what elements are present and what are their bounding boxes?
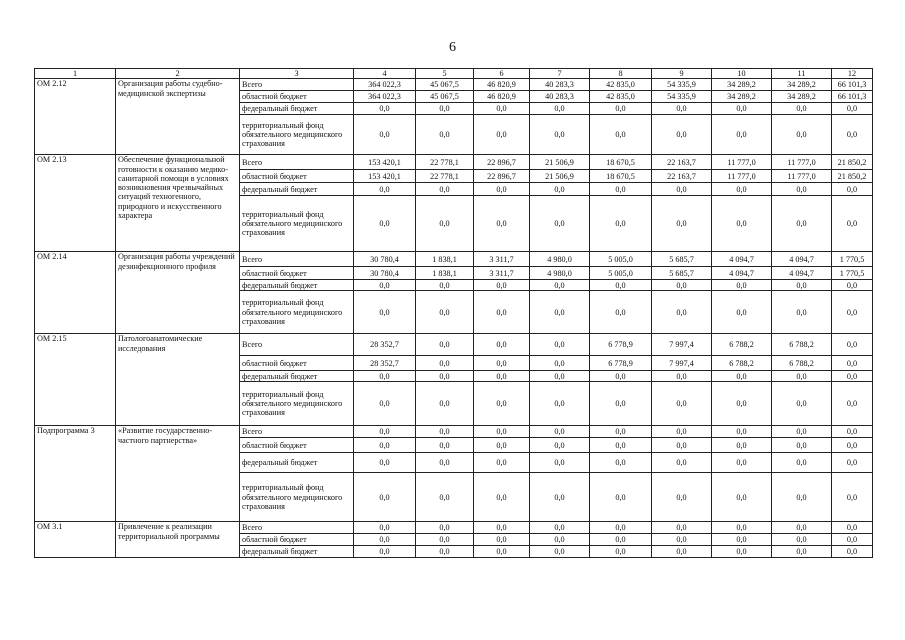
value-cell: 3 311,7 bbox=[474, 267, 530, 280]
value-cell: 0,0 bbox=[652, 522, 712, 534]
value-cell: 0,0 bbox=[474, 453, 530, 473]
value-cell: 0,0 bbox=[712, 438, 772, 453]
value-cell: 0,0 bbox=[354, 438, 416, 453]
funding-source: Всего bbox=[240, 522, 354, 534]
value-cell: 0,0 bbox=[416, 280, 474, 291]
value-cell: 7 997,4 bbox=[652, 356, 712, 371]
value-cell: 66 101,3 bbox=[832, 91, 873, 103]
value-cell: 0,0 bbox=[590, 115, 652, 155]
value-cell: 0,0 bbox=[832, 546, 873, 558]
value-cell: 0,0 bbox=[832, 196, 873, 252]
value-cell: 0,0 bbox=[590, 522, 652, 534]
value-cell: 0,0 bbox=[530, 438, 590, 453]
value-cell: 42 835,0 bbox=[590, 91, 652, 103]
value-cell: 11 777,0 bbox=[772, 170, 832, 183]
value-cell: 0,0 bbox=[416, 522, 474, 534]
value-cell: 0,0 bbox=[354, 534, 416, 546]
value-cell: 5 005,0 bbox=[590, 267, 652, 280]
value-cell: 0,0 bbox=[652, 115, 712, 155]
measure-code: ОМ 2.14 bbox=[35, 252, 116, 334]
value-cell: 0,0 bbox=[712, 453, 772, 473]
measure-name: «Развитие государственно-частного партнерства» bbox=[116, 426, 240, 522]
value-cell: 364 022,3 bbox=[354, 79, 416, 91]
value-cell: 21 506,9 bbox=[530, 170, 590, 183]
funding-source: территориальный фонд обязательного медицинского страхования bbox=[240, 291, 354, 334]
value-cell: 54 335,9 bbox=[652, 91, 712, 103]
value-cell: 45 067,5 bbox=[416, 79, 474, 91]
value-cell: 4 094,7 bbox=[712, 252, 772, 267]
funding-source: Всего bbox=[240, 426, 354, 438]
value-cell: 0,0 bbox=[590, 103, 652, 115]
value-cell: 0,0 bbox=[530, 426, 590, 438]
measure-code: ОМ 3.1 bbox=[35, 522, 116, 558]
value-cell: 3 311,7 bbox=[474, 252, 530, 267]
table-row bbox=[35, 522, 873, 534]
value-cell: 0,0 bbox=[772, 115, 832, 155]
value-cell: 0,0 bbox=[354, 280, 416, 291]
value-cell: 0,0 bbox=[832, 334, 873, 356]
funding-source: областной бюджет bbox=[240, 267, 354, 280]
value-cell: 0,0 bbox=[652, 534, 712, 546]
value-cell: 4 980,0 bbox=[530, 252, 590, 267]
value-cell: 0,0 bbox=[474, 334, 530, 356]
funding-source: областной бюджет bbox=[240, 170, 354, 183]
budget-table bbox=[34, 68, 873, 558]
measure-name: Привлечение к реализации территориальной программы bbox=[116, 522, 240, 558]
value-cell: 153 420,1 bbox=[354, 170, 416, 183]
header-cell: 2 bbox=[116, 69, 240, 79]
value-cell: 34 289,2 bbox=[772, 79, 832, 91]
value-cell: 0,0 bbox=[354, 196, 416, 252]
header-cell: 6 bbox=[474, 69, 530, 79]
value-cell: 0,0 bbox=[652, 183, 712, 196]
value-cell: 0,0 bbox=[832, 115, 873, 155]
value-cell: 0,0 bbox=[832, 473, 873, 522]
value-cell: 18 670,5 bbox=[590, 155, 652, 170]
value-cell: 4 094,7 bbox=[712, 267, 772, 280]
value-cell: 0,0 bbox=[772, 103, 832, 115]
value-cell: 22 778,1 bbox=[416, 155, 474, 170]
value-cell: 0,0 bbox=[530, 334, 590, 356]
value-cell: 0,0 bbox=[712, 103, 772, 115]
value-cell: 46 820,9 bbox=[474, 79, 530, 91]
funding-source: федеральный бюджет bbox=[240, 183, 354, 196]
funding-source: областной бюджет bbox=[240, 438, 354, 453]
funding-source: Всего bbox=[240, 334, 354, 356]
value-cell: 0,0 bbox=[590, 534, 652, 546]
value-cell: 0,0 bbox=[416, 426, 474, 438]
funding-source: территориальный фонд обязательного медицинского страхования bbox=[240, 115, 354, 155]
value-cell: 0,0 bbox=[832, 291, 873, 334]
value-cell: 0,0 bbox=[530, 473, 590, 522]
value-cell: 0,0 bbox=[652, 291, 712, 334]
value-cell: 0,0 bbox=[832, 103, 873, 115]
value-cell: 0,0 bbox=[416, 438, 474, 453]
value-cell: 0,0 bbox=[590, 473, 652, 522]
funding-source: Всего bbox=[240, 79, 354, 91]
value-cell: 0,0 bbox=[354, 371, 416, 382]
value-cell: 34 289,2 bbox=[712, 91, 772, 103]
value-cell: 0,0 bbox=[354, 291, 416, 334]
value-cell: 0,0 bbox=[590, 371, 652, 382]
value-cell: 0,0 bbox=[354, 115, 416, 155]
value-cell: 0,0 bbox=[474, 115, 530, 155]
value-cell: 0,0 bbox=[712, 522, 772, 534]
value-cell: 0,0 bbox=[590, 453, 652, 473]
value-cell: 28 352,7 bbox=[354, 334, 416, 356]
value-cell: 0,0 bbox=[772, 371, 832, 382]
value-cell: 0,0 bbox=[832, 183, 873, 196]
value-cell: 0,0 bbox=[772, 546, 832, 558]
value-cell: 0,0 bbox=[590, 382, 652, 426]
value-cell: 0,0 bbox=[772, 280, 832, 291]
value-cell: 6 788,2 bbox=[712, 334, 772, 356]
header-cell: 12 bbox=[832, 69, 873, 79]
funding-source: областной бюджет bbox=[240, 91, 354, 103]
value-cell: 0,0 bbox=[772, 183, 832, 196]
value-cell: 0,0 bbox=[530, 371, 590, 382]
value-cell: 11 777,0 bbox=[712, 155, 772, 170]
value-cell: 5 685,7 bbox=[652, 252, 712, 267]
measure-name: Организация работы судебно-медицинской экспертизы bbox=[116, 79, 240, 155]
value-cell: 0,0 bbox=[474, 382, 530, 426]
value-cell: 0,0 bbox=[832, 356, 873, 371]
measure-name: Патологоанатомические исследования bbox=[116, 334, 240, 426]
value-cell: 0,0 bbox=[354, 103, 416, 115]
value-cell: 54 335,9 bbox=[652, 79, 712, 91]
header-cell: 8 bbox=[590, 69, 652, 79]
value-cell: 0,0 bbox=[354, 546, 416, 558]
value-cell: 0,0 bbox=[832, 426, 873, 438]
value-cell: 0,0 bbox=[416, 371, 474, 382]
funding-source: федеральный бюджет bbox=[240, 546, 354, 558]
header-cell: 10 bbox=[712, 69, 772, 79]
table-row bbox=[35, 426, 873, 438]
value-cell: 28 352,7 bbox=[354, 356, 416, 371]
value-cell: 0,0 bbox=[354, 382, 416, 426]
table-row bbox=[35, 79, 873, 91]
value-cell: 0,0 bbox=[832, 382, 873, 426]
value-cell: 0,0 bbox=[474, 280, 530, 291]
value-cell: 0,0 bbox=[474, 473, 530, 522]
value-cell: 0,0 bbox=[652, 103, 712, 115]
value-cell: 0,0 bbox=[652, 196, 712, 252]
value-cell: 0,0 bbox=[832, 534, 873, 546]
value-cell: 0,0 bbox=[772, 534, 832, 546]
value-cell: 0,0 bbox=[474, 356, 530, 371]
value-cell: 0,0 bbox=[832, 522, 873, 534]
value-cell: 0,0 bbox=[712, 115, 772, 155]
value-cell: 0,0 bbox=[590, 183, 652, 196]
funding-source: территориальный фонд обязательного медицинского страхования bbox=[240, 473, 354, 522]
funding-source: федеральный бюджет bbox=[240, 371, 354, 382]
value-cell: 21 506,9 bbox=[530, 155, 590, 170]
value-cell: 22 163,7 bbox=[652, 170, 712, 183]
value-cell: 18 670,5 bbox=[590, 170, 652, 183]
value-cell: 0,0 bbox=[474, 426, 530, 438]
table-body bbox=[35, 69, 873, 558]
value-cell: 0,0 bbox=[712, 546, 772, 558]
value-cell: 0,0 bbox=[772, 453, 832, 473]
value-cell: 34 289,2 bbox=[772, 91, 832, 103]
value-cell: 5 685,7 bbox=[652, 267, 712, 280]
value-cell: 22 778,1 bbox=[416, 170, 474, 183]
value-cell: 0,0 bbox=[652, 453, 712, 473]
value-cell: 6 788,2 bbox=[772, 334, 832, 356]
value-cell: 0,0 bbox=[416, 183, 474, 196]
value-cell: 1 770,5 bbox=[832, 267, 873, 280]
value-cell: 0,0 bbox=[772, 426, 832, 438]
value-cell: 45 067,5 bbox=[416, 91, 474, 103]
value-cell: 0,0 bbox=[530, 183, 590, 196]
value-cell: 30 780,4 bbox=[354, 252, 416, 267]
value-cell: 0,0 bbox=[530, 291, 590, 334]
value-cell: 40 283,3 bbox=[530, 91, 590, 103]
header-cell: 7 bbox=[530, 69, 590, 79]
value-cell: 4 094,7 bbox=[772, 267, 832, 280]
value-cell: 0,0 bbox=[772, 522, 832, 534]
value-cell: 0,0 bbox=[712, 473, 772, 522]
value-cell: 0,0 bbox=[416, 534, 474, 546]
value-cell: 22 896,7 bbox=[474, 155, 530, 170]
value-cell: 0,0 bbox=[590, 280, 652, 291]
value-cell: 0,0 bbox=[416, 103, 474, 115]
value-cell: 0,0 bbox=[590, 438, 652, 453]
value-cell: 4 980,0 bbox=[530, 267, 590, 280]
value-cell: 0,0 bbox=[652, 438, 712, 453]
value-cell: 0,0 bbox=[416, 473, 474, 522]
value-cell: 0,0 bbox=[652, 426, 712, 438]
value-cell: 66 101,3 bbox=[832, 79, 873, 91]
value-cell: 0,0 bbox=[832, 280, 873, 291]
value-cell: 0,0 bbox=[416, 291, 474, 334]
page-number: 6 bbox=[449, 40, 456, 55]
value-cell: 0,0 bbox=[652, 473, 712, 522]
value-cell: 0,0 bbox=[530, 356, 590, 371]
value-cell: 0,0 bbox=[354, 453, 416, 473]
value-cell: 0,0 bbox=[590, 196, 652, 252]
value-cell: 11 777,0 bbox=[712, 170, 772, 183]
measure-code: ОМ 2.13 bbox=[35, 155, 116, 252]
header-cell: 11 bbox=[772, 69, 832, 79]
value-cell: 0,0 bbox=[416, 382, 474, 426]
value-cell: 0,0 bbox=[712, 280, 772, 291]
header-cell: 4 bbox=[354, 69, 416, 79]
value-cell: 0,0 bbox=[772, 382, 832, 426]
value-cell: 34 289,2 bbox=[712, 79, 772, 91]
value-cell: 0,0 bbox=[530, 103, 590, 115]
header-cell: 1 bbox=[35, 69, 116, 79]
table-row bbox=[35, 155, 873, 170]
value-cell: 0,0 bbox=[416, 115, 474, 155]
value-cell: 1 838,1 bbox=[416, 252, 474, 267]
funding-source: федеральный бюджет bbox=[240, 103, 354, 115]
value-cell: 0,0 bbox=[354, 183, 416, 196]
funding-source: областной бюджет bbox=[240, 534, 354, 546]
value-cell: 7 997,4 bbox=[652, 334, 712, 356]
value-cell: 0,0 bbox=[712, 382, 772, 426]
measure-code: ОМ 2.15 bbox=[35, 334, 116, 426]
value-cell: 0,0 bbox=[474, 534, 530, 546]
value-cell: 0,0 bbox=[474, 371, 530, 382]
value-cell: 0,0 bbox=[474, 183, 530, 196]
value-cell: 21 850,2 bbox=[832, 155, 873, 170]
value-cell: 4 094,7 bbox=[772, 252, 832, 267]
value-cell: 0,0 bbox=[712, 183, 772, 196]
value-cell: 0,0 bbox=[474, 438, 530, 453]
value-cell: 0,0 bbox=[474, 546, 530, 558]
value-cell: 0,0 bbox=[832, 438, 873, 453]
header-cell: 5 bbox=[416, 69, 474, 79]
value-cell: 0,0 bbox=[474, 522, 530, 534]
funding-source: Всего bbox=[240, 155, 354, 170]
value-cell: 0,0 bbox=[530, 522, 590, 534]
value-cell: 0,0 bbox=[530, 115, 590, 155]
value-cell: 0,0 bbox=[530, 382, 590, 426]
value-cell: 22 896,7 bbox=[474, 170, 530, 183]
value-cell: 0,0 bbox=[652, 280, 712, 291]
value-cell: 0,0 bbox=[712, 371, 772, 382]
value-cell: 6 778,9 bbox=[590, 356, 652, 371]
value-cell: 46 820,9 bbox=[474, 91, 530, 103]
value-cell: 1 770,5 bbox=[832, 252, 873, 267]
value-cell: 0,0 bbox=[590, 546, 652, 558]
measure-code: ОМ 2.12 bbox=[35, 79, 116, 155]
value-cell: 0,0 bbox=[772, 473, 832, 522]
value-cell: 0,0 bbox=[832, 453, 873, 473]
value-cell: 5 005,0 bbox=[590, 252, 652, 267]
value-cell: 0,0 bbox=[474, 196, 530, 252]
value-cell: 0,0 bbox=[832, 371, 873, 382]
funding-source: федеральный бюджет bbox=[240, 280, 354, 291]
value-cell: 6 788,2 bbox=[772, 356, 832, 371]
value-cell: 22 163,7 bbox=[652, 155, 712, 170]
value-cell: 0,0 bbox=[416, 546, 474, 558]
value-cell: 0,0 bbox=[530, 280, 590, 291]
value-cell: 11 777,0 bbox=[772, 155, 832, 170]
value-cell: 21 850,2 bbox=[832, 170, 873, 183]
value-cell: 0,0 bbox=[712, 196, 772, 252]
funding-source: федеральный бюджет bbox=[240, 453, 354, 473]
value-cell: 0,0 bbox=[590, 426, 652, 438]
measure-name: Обеспечение функциональной готовности к оказанию медико-санитарной помощи в условиях возникновения чрезвычайных ситуаций техногенного, природного и искусственного характера bbox=[116, 155, 240, 252]
value-cell: 0,0 bbox=[416, 453, 474, 473]
value-cell: 153 420,1 bbox=[354, 155, 416, 170]
value-cell: 0,0 bbox=[652, 371, 712, 382]
header-cell: 9 bbox=[652, 69, 712, 79]
value-cell: 6 778,9 bbox=[590, 334, 652, 356]
value-cell: 0,0 bbox=[416, 334, 474, 356]
value-cell: 0,0 bbox=[652, 546, 712, 558]
value-cell: 0,0 bbox=[474, 291, 530, 334]
header-row bbox=[35, 69, 873, 79]
funding-source: областной бюджет bbox=[240, 356, 354, 371]
value-cell: 0,0 bbox=[416, 356, 474, 371]
value-cell: 0,0 bbox=[590, 291, 652, 334]
measure-name: Организация работы учреждений дезинфекционного профиля bbox=[116, 252, 240, 334]
value-cell: 40 283,3 bbox=[530, 79, 590, 91]
value-cell: 0,0 bbox=[530, 196, 590, 252]
value-cell: 0,0 bbox=[474, 103, 530, 115]
value-cell: 364 022,3 bbox=[354, 91, 416, 103]
value-cell: 0,0 bbox=[530, 453, 590, 473]
value-cell: 0,0 bbox=[530, 546, 590, 558]
value-cell: 0,0 bbox=[712, 291, 772, 334]
value-cell: 0,0 bbox=[772, 196, 832, 252]
value-cell: 0,0 bbox=[530, 534, 590, 546]
value-cell: 42 835,0 bbox=[590, 79, 652, 91]
funding-source: территориальный фонд обязательного медицинского страхования bbox=[240, 196, 354, 252]
table-row bbox=[35, 252, 873, 267]
measure-code: Подпрограмма 3 bbox=[35, 426, 116, 522]
funding-source: Всего bbox=[240, 252, 354, 267]
value-cell: 0,0 bbox=[416, 196, 474, 252]
value-cell: 1 838,1 bbox=[416, 267, 474, 280]
value-cell: 0,0 bbox=[712, 534, 772, 546]
value-cell: 6 788,2 bbox=[712, 356, 772, 371]
value-cell: 30 780,4 bbox=[354, 267, 416, 280]
funding-source: территориальный фонд обязательного медицинского страхования bbox=[240, 382, 354, 426]
value-cell: 0,0 bbox=[772, 438, 832, 453]
value-cell: 0,0 bbox=[354, 473, 416, 522]
header-cell: 3 bbox=[240, 69, 354, 79]
value-cell: 0,0 bbox=[354, 522, 416, 534]
value-cell: 0,0 bbox=[354, 426, 416, 438]
table-row bbox=[35, 334, 873, 356]
value-cell: 0,0 bbox=[772, 291, 832, 334]
value-cell: 0,0 bbox=[652, 382, 712, 426]
value-cell: 0,0 bbox=[712, 426, 772, 438]
